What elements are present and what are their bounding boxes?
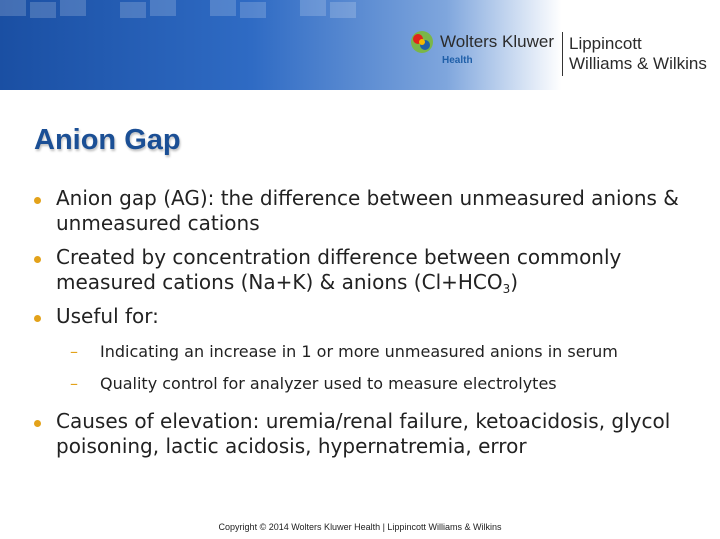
bullet-text: Anion gap (AG): the difference between unmeasured anions & unmeasured cations [56, 186, 679, 235]
bullet-dot-icon [34, 420, 41, 427]
bullet-item [34, 245, 704, 295]
bullet-text: Causes of elevation: uremia/renal failure, ketoacidosis, glycol poisoning, lactic acidosis, hypernatremia, error [56, 409, 671, 458]
header-banner [0, 0, 720, 90]
bullet-item [34, 304, 704, 329]
header-tile-pattern [0, 0, 400, 18]
dash-icon: – [70, 342, 78, 361]
bullet-dot-icon [34, 197, 41, 204]
bullet-dot-icon [34, 256, 41, 263]
dash-icon: – [70, 374, 78, 393]
subscript-three: 3 [502, 282, 511, 296]
wolters-kluwer-emblem-icon [410, 30, 434, 54]
bullet-text: Created by concentration difference between commonly measured cations (Na+K) & anions (Cl+HCO [56, 245, 622, 294]
copyright-footer: Copyright © 2014 Wolters Kluwer Health | Lippincott Williams & Wilkins [218, 522, 502, 532]
bullet-item [34, 409, 704, 459]
slide-body [34, 186, 704, 468]
logo-divider [562, 32, 563, 76]
imprint-line-1: Lippincott [569, 34, 642, 53]
sub-bullet-text: Quality control for analyzer used to measure electrolytes [100, 374, 557, 393]
bullet-text-end: ) [510, 270, 519, 294]
publisher-name: Wolters Kluwer [440, 32, 554, 51]
imprint-line-2: Williams & Wilkins [569, 54, 707, 73]
slide-title: Anion Gap [34, 124, 181, 156]
imprint-logo [569, 34, 707, 74]
publisher-subtitle: Health [442, 55, 473, 66]
sub-bullet-item [34, 341, 704, 363]
bullet-text: Useful for: [56, 304, 159, 328]
sub-bullet-text: Indicating an increase in 1 or more unmeasured anions in serum [100, 342, 618, 361]
bullet-item [34, 186, 704, 236]
bullet-dot-icon [34, 315, 41, 322]
sub-bullet-item [34, 373, 704, 395]
